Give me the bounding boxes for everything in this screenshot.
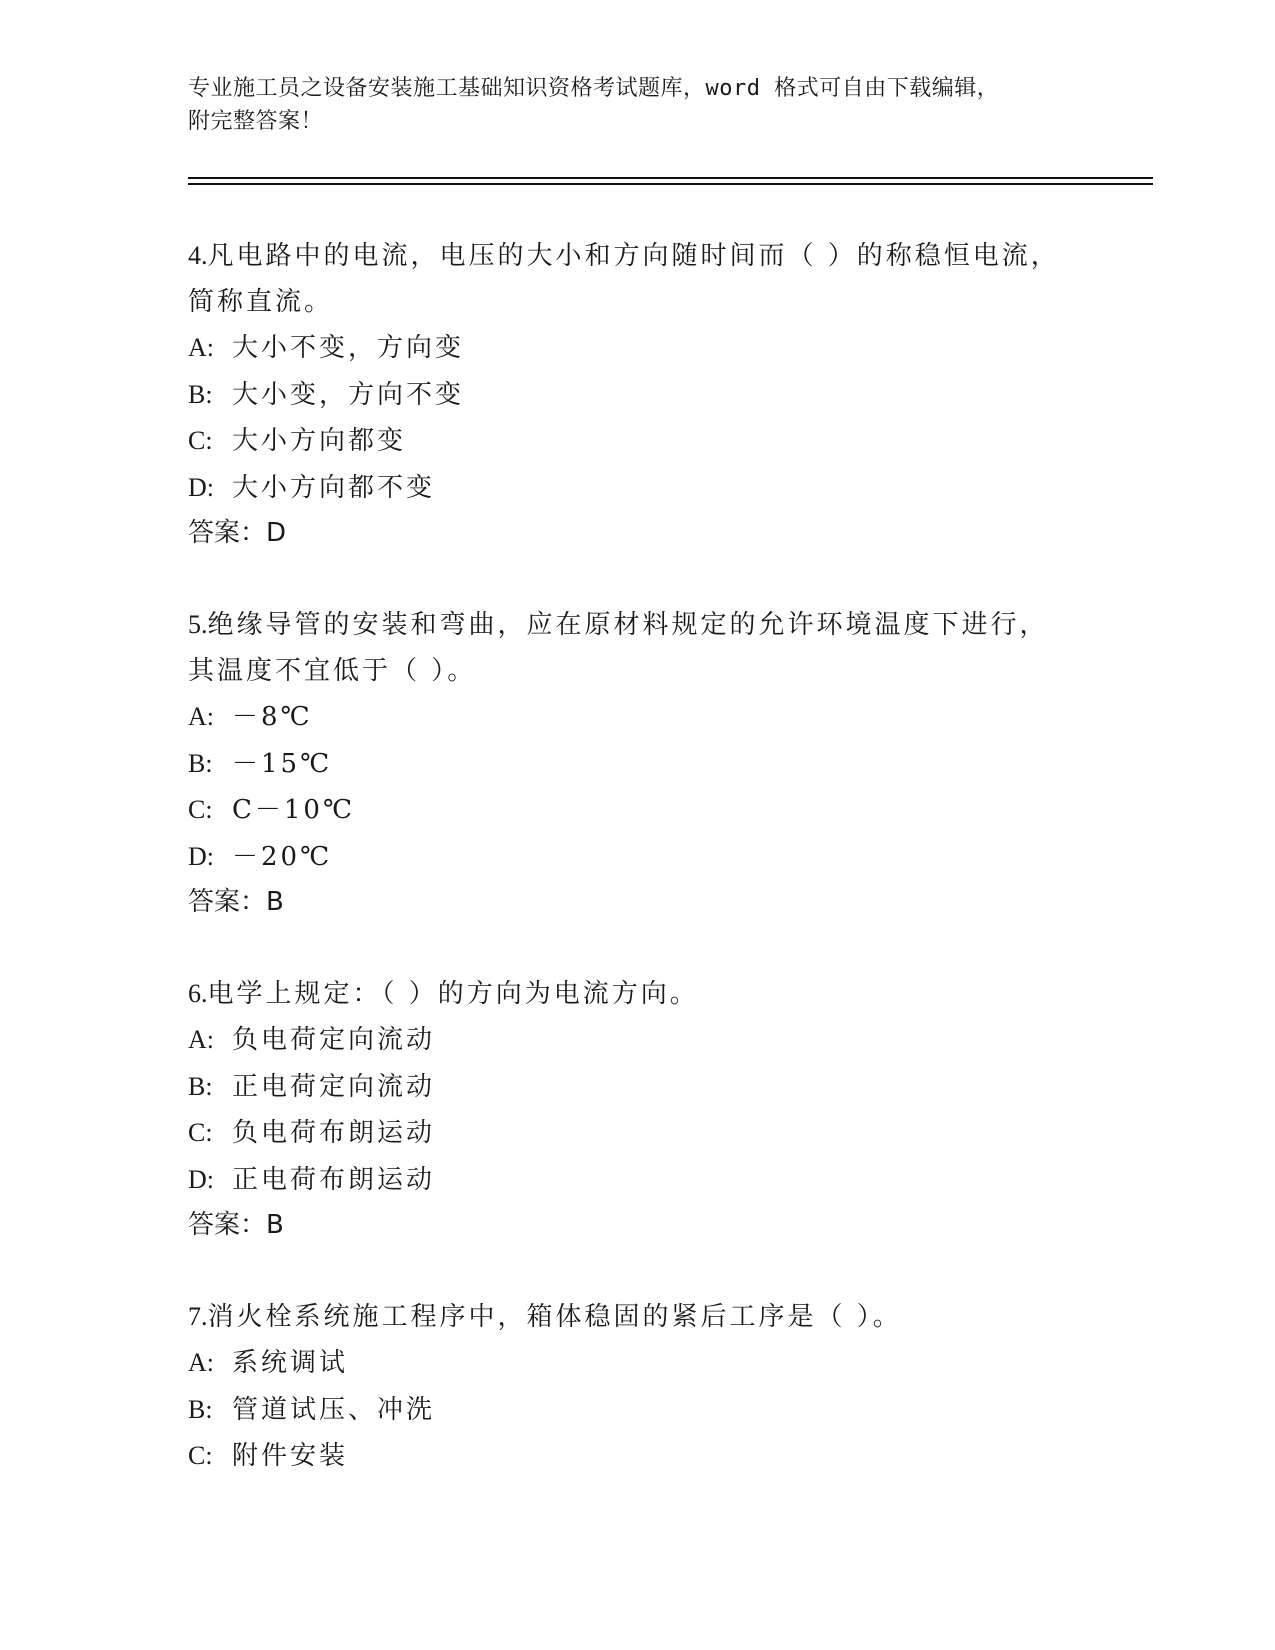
question-7 — [188, 1294, 1153, 1480]
question-stem-line-1: 电学上规定：（ ）的方向为电流方向。 — [207, 979, 699, 1009]
option-text: 附件安装 — [232, 1441, 349, 1471]
option-c — [188, 787, 1153, 834]
option-text: 大小方向都不变 — [232, 472, 436, 503]
option-c — [188, 1110, 1153, 1157]
option-letter: C: — [188, 1441, 213, 1470]
option-c — [188, 1433, 1153, 1480]
question-6 — [188, 971, 1153, 1248]
question-stem — [188, 602, 1153, 648]
option-text: －8℃ — [232, 702, 313, 732]
question-4 — [188, 233, 1153, 556]
question-stem-line-1: 凡电路中的电流，电压的大小和方向随时间而（ ）的称稳恒电流， — [207, 241, 1060, 271]
option-text: 大小方向都变 — [232, 426, 407, 456]
question-number: 5. — [188, 610, 208, 639]
question-number: 6. — [188, 979, 208, 1008]
option-letter: A: — [188, 702, 214, 731]
option-text: 大小不变，方向变 — [232, 333, 465, 363]
question-stem — [188, 1294, 1153, 1340]
header-line-1: 专业施工员之设备安装施工基础知识资格考试题库，word 格式可自由下载编辑， — [188, 76, 1000, 101]
option-b — [188, 1064, 1153, 1111]
option-c — [188, 418, 1153, 465]
option-text: －15℃ — [232, 748, 333, 779]
option-letter: D: — [188, 841, 214, 871]
option-text: 管道试压、冲洗 — [232, 1394, 436, 1425]
answer-line: 答案：B — [188, 887, 284, 917]
question-stem-line-2: 简称直流。 — [188, 287, 334, 317]
option-letter: A: — [188, 1348, 214, 1377]
option-b — [188, 741, 1153, 788]
option-letter: B: — [188, 1071, 213, 1101]
option-letter: B: — [188, 748, 213, 778]
option-d — [188, 465, 1153, 512]
question-5 — [188, 602, 1153, 925]
question-stem — [188, 971, 1153, 1017]
option-letter: A: — [188, 333, 214, 362]
option-letter: A: — [188, 1025, 214, 1054]
option-b — [188, 372, 1153, 419]
option-text: 系统调试 — [232, 1348, 349, 1378]
option-b — [188, 1387, 1153, 1434]
option-letter: B: — [188, 379, 213, 409]
option-a — [188, 694, 1153, 741]
option-text: 正电荷定向流动 — [232, 1071, 436, 1102]
option-a — [188, 1017, 1153, 1064]
question-stem-line-1: 消火栓系统施工程序中，箱体稳固的紧后工序是（ ）。 — [207, 1302, 902, 1332]
question-stem-line-1: 绝缘导管的安装和弯曲，应在原材料规定的允许环境温度下进行， — [207, 610, 1049, 640]
option-text: 大小变，方向不变 — [232, 379, 465, 410]
question-stem-line-2: 其温度不宜低于（ ）。 — [188, 656, 477, 686]
option-a — [188, 325, 1153, 372]
header-divider-bottom — [188, 183, 1153, 185]
question-number: 7. — [188, 1302, 208, 1331]
option-text: C－10℃ — [232, 795, 356, 825]
header-divider-top — [188, 177, 1153, 179]
option-letter: C: — [188, 795, 213, 824]
option-letter: C: — [188, 1118, 213, 1147]
question-stem — [188, 233, 1153, 279]
option-letter: D: — [188, 472, 214, 502]
option-letter: B: — [188, 1394, 213, 1424]
option-d — [188, 1157, 1153, 1204]
answer-line: 答案：D — [188, 518, 287, 548]
option-d — [188, 834, 1153, 881]
header-line-2: 附完整答案！ — [188, 109, 324, 134]
answer-line: 答案：B — [188, 1210, 284, 1240]
document-header — [188, 72, 1108, 138]
option-text: 负电荷定向流动 — [232, 1025, 436, 1055]
option-letter: D: — [188, 1164, 214, 1194]
question-list — [188, 233, 1153, 1526]
option-text: 正电荷布朗运动 — [232, 1164, 436, 1195]
option-a — [188, 1340, 1153, 1387]
option-text: －20℃ — [232, 841, 333, 872]
question-number: 4. — [188, 241, 208, 270]
option-text: 负电荷布朗运动 — [232, 1118, 436, 1148]
option-letter: C: — [188, 426, 213, 455]
